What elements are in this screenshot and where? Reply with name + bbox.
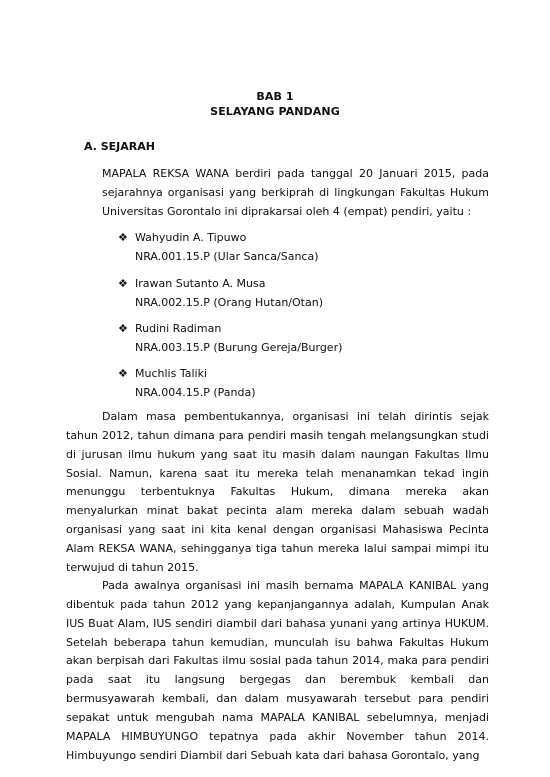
- founder-nra: NRA.004.15.P (Panda): [135, 386, 256, 399]
- list-item: [118, 228, 478, 268]
- founder-nra: NRA.003.15.P (Burung Gereja/Burger): [135, 341, 343, 354]
- diamond-bullet-icon: ❖: [118, 277, 128, 290]
- intro-paragraph: MAPALA REKSA WANA berdiri pada tanggal 20 Januari 2015, pada sejarahnya organisasi yang berkiprah di lingkungan Fakultas Hukum Universitas Gorontalo ini diprakarsai oleh 4 (empat) pendiri, yaitu :: [102, 167, 489, 218]
- body-paragraph: Dalam masa pembentukannya, organisasi ini telah dirintis sejak tahun 2012, tahun dimana para pendiri masih tengah melangsungkan studi di jurusan ilmu hukum yang saat itu masih dalam naungan Fakultas Ilmu Sosial. Namun, karena saat itu mereka telah menanamkan tekad ingin menunggu terbentuknya Fakultas Hukum, dimana mereka akan menyalurkan minat bakat pecinta alam mereka dalam sebuah wadah organisasi yang saat ini kita kenal dengan organisasi Mahasiswa Pecinta Alam REKSA WANA, sehingganya tiga tahun mereka lalui sampai mimpi itu terwujud di tahun 2015.: [66, 410, 489, 574]
- list-item: [118, 274, 478, 314]
- body-paragraph: Pada awalnya organisasi ini masih bernama MAPALA KANIBAL yang dibentuk pada tahun 2012 yang kepanjangannya adalah, Kumpulan Anak IUS Buat Alam, IUS sendiri diambil dari bahasa yunani yang artinya HUKUM. Setelah beberapa tahun kemudian, munculah isu bahwa Fakultas Hukum akan berpisah dari Fakultas ilmu sosial pada tahun 2014, maka para pendiri pada saat itu langsung bergegas dan berembuk kembali dan bermusyawarah kembali, dan dalam musyawarah tersebut para pendiri sepakat untuk mengubah nama MAPALA KANIBAL sebelumnya, menjadi MAPALA HIMBUYUNGO tepatnya pada akhir November tahun 2014. Himbuyungo sendiri Diambil dari Sebuah kata dari bahasa Gorontalo, yang: [66, 579, 489, 762]
- founder-name: Wahyudin A. Tipuwo: [135, 231, 247, 244]
- founder-name: Irawan Sutanto A. Musa: [135, 277, 266, 290]
- founder-name: Muchlis Taliki: [135, 367, 207, 380]
- founder-name: Rudini Radiman: [135, 322, 222, 335]
- founder-nra: NRA.001.15.P (Ular Sanca/Sanca): [135, 250, 319, 263]
- list-item: [118, 364, 478, 404]
- chapter-title: SELAYANG PANDANG: [210, 105, 340, 118]
- diamond-bullet-icon: ❖: [118, 367, 128, 380]
- section-heading: A. SEJARAH: [84, 140, 155, 153]
- chapter-number: BAB 1: [256, 90, 294, 103]
- diamond-bullet-icon: ❖: [118, 231, 128, 244]
- diamond-bullet-icon: ❖: [118, 322, 128, 335]
- founder-nra: NRA.002.15.P (Orang Hutan/Otan): [135, 296, 323, 309]
- list-item: [118, 319, 478, 359]
